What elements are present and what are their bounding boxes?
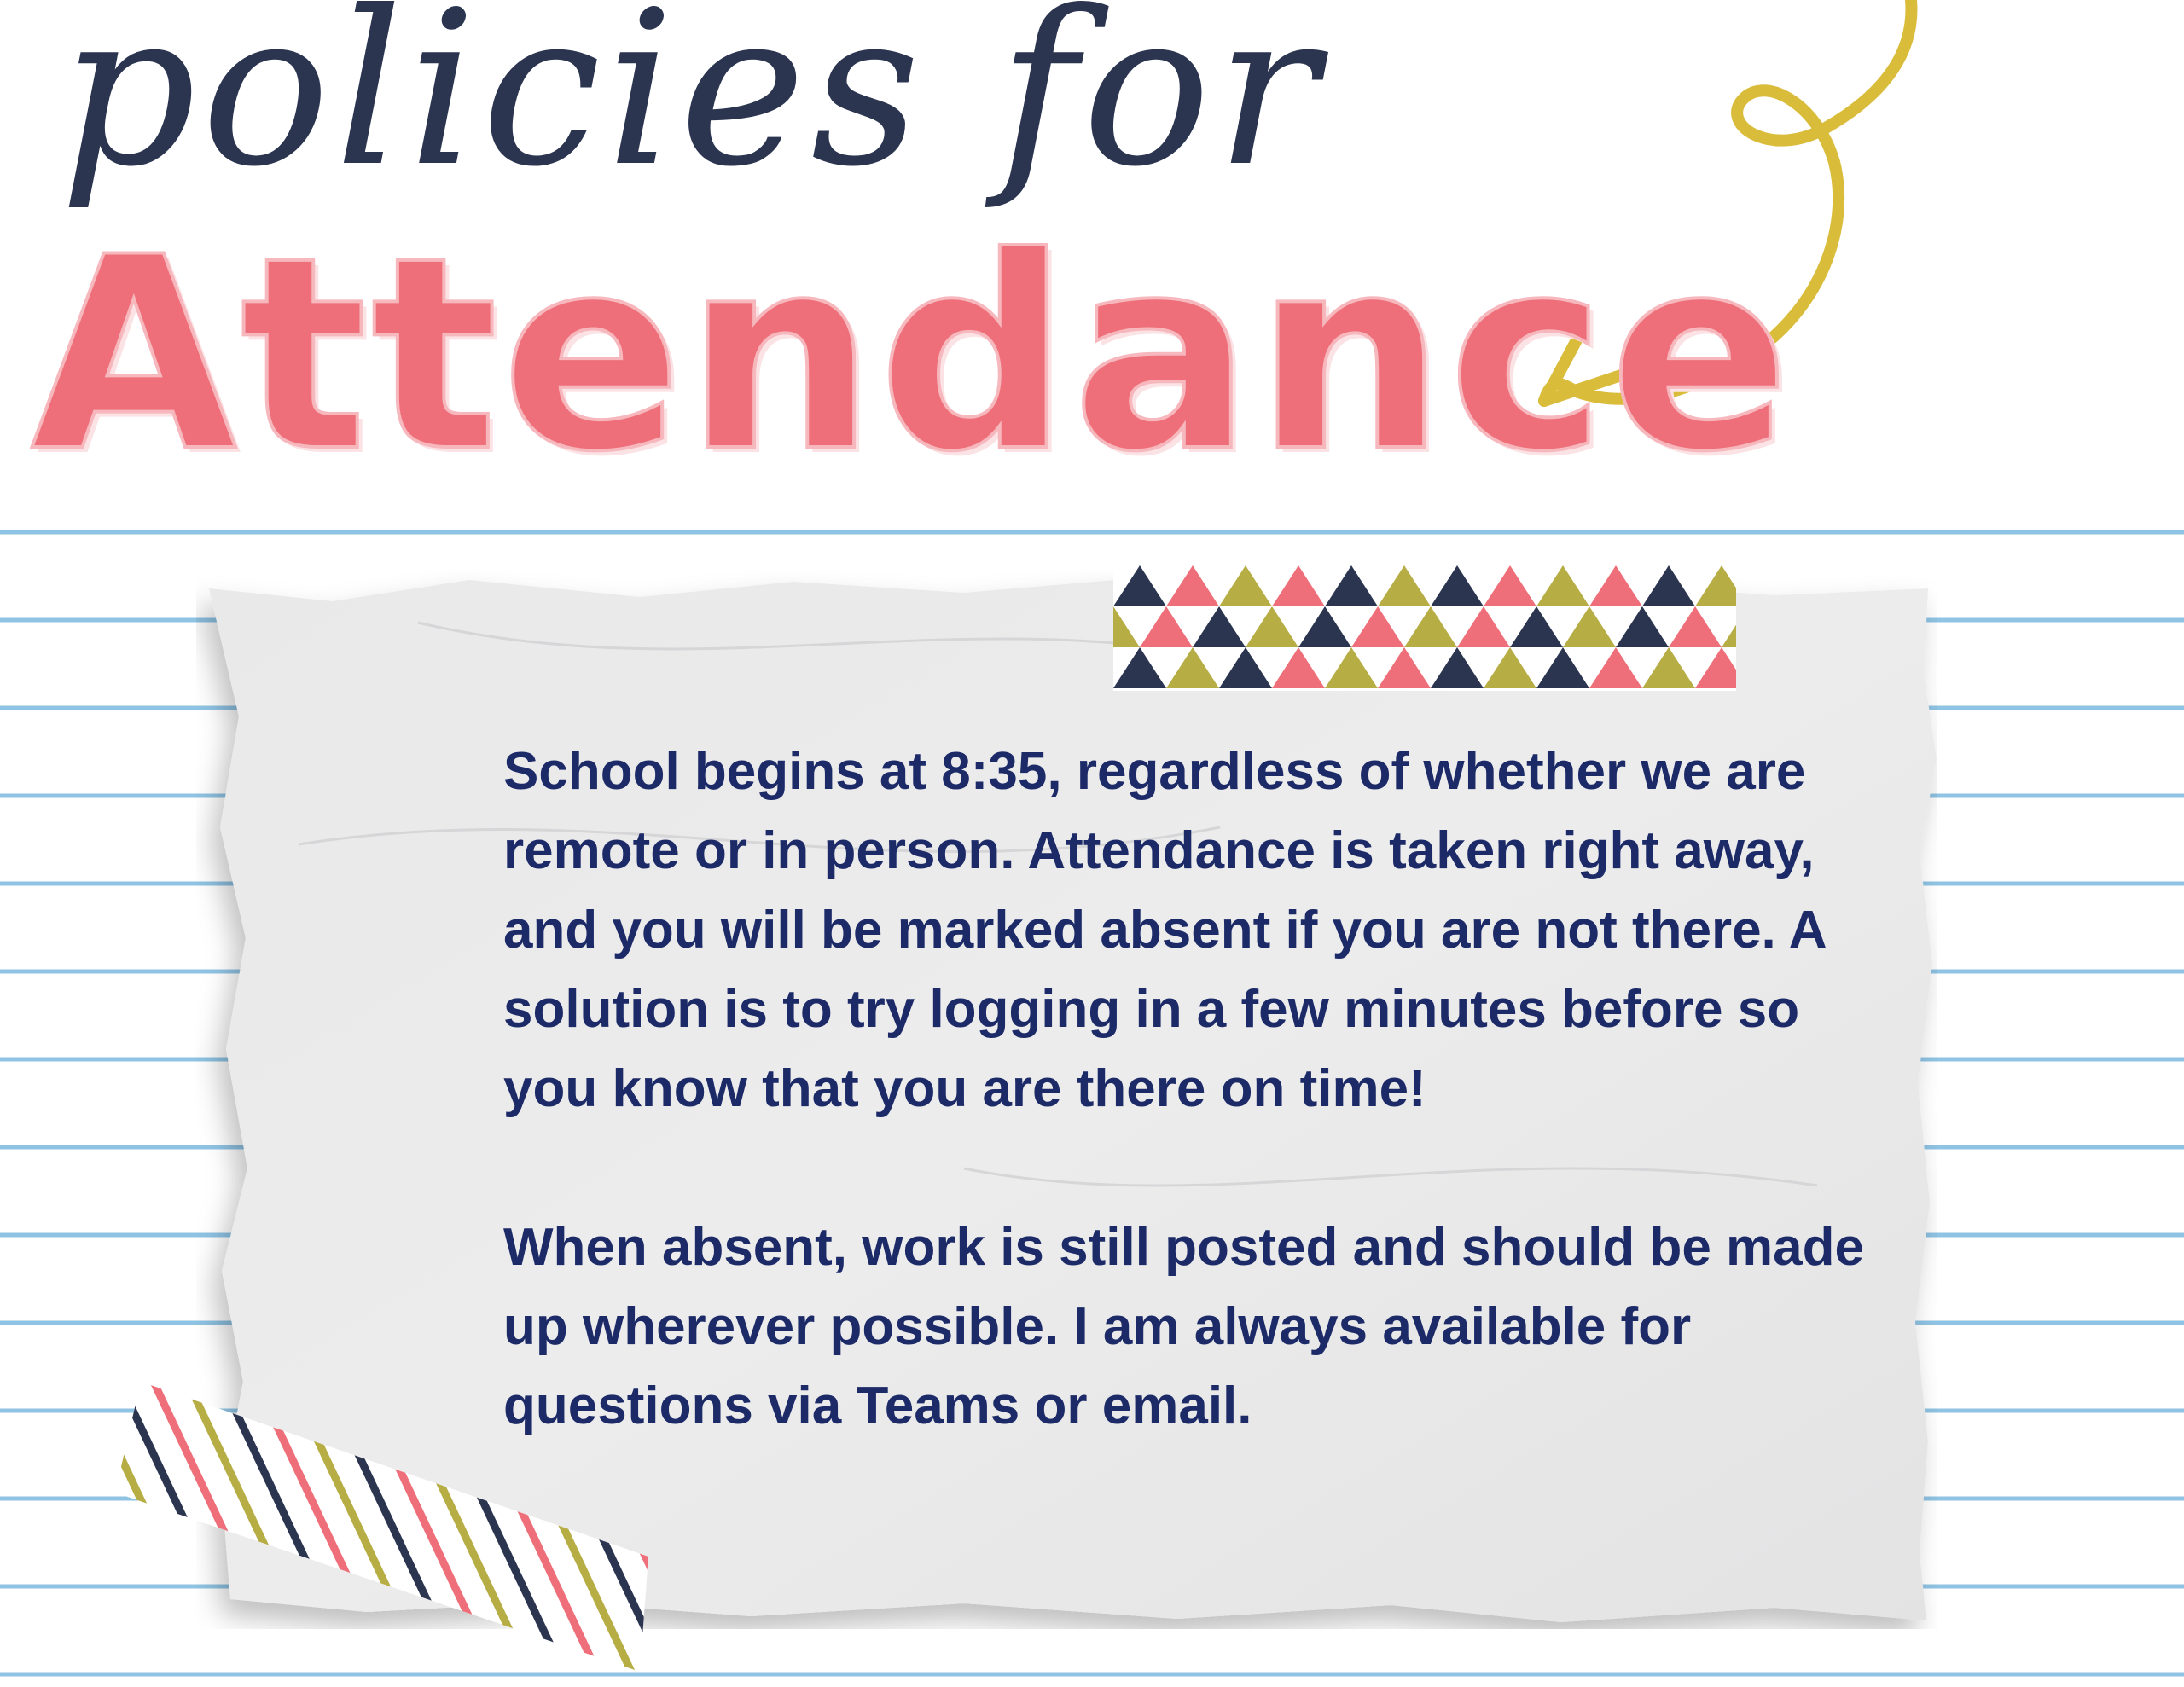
note-body <box>503 732 1902 1446</box>
tape-stripe <box>115 1382 124 1672</box>
note-paragraph-absence: When absent, work is still posted and should be made up wherever possible. I am always available for questions via Teams or email. <box>503 1218 1865 1435</box>
title-script-text: policies for <box>60 0 1323 213</box>
triangle-washi-tape <box>1113 563 1736 691</box>
note-paragraph-schedule: School begins at 8:35, regardless of whether we are remote or in person. Attendance is taken right away, and you will be marked absent if you are not there. A solution is to try logging in a few minutes before so you know that you are there on time! <box>503 742 1826 1118</box>
title-main-text: Attendance <box>31 200 1794 510</box>
